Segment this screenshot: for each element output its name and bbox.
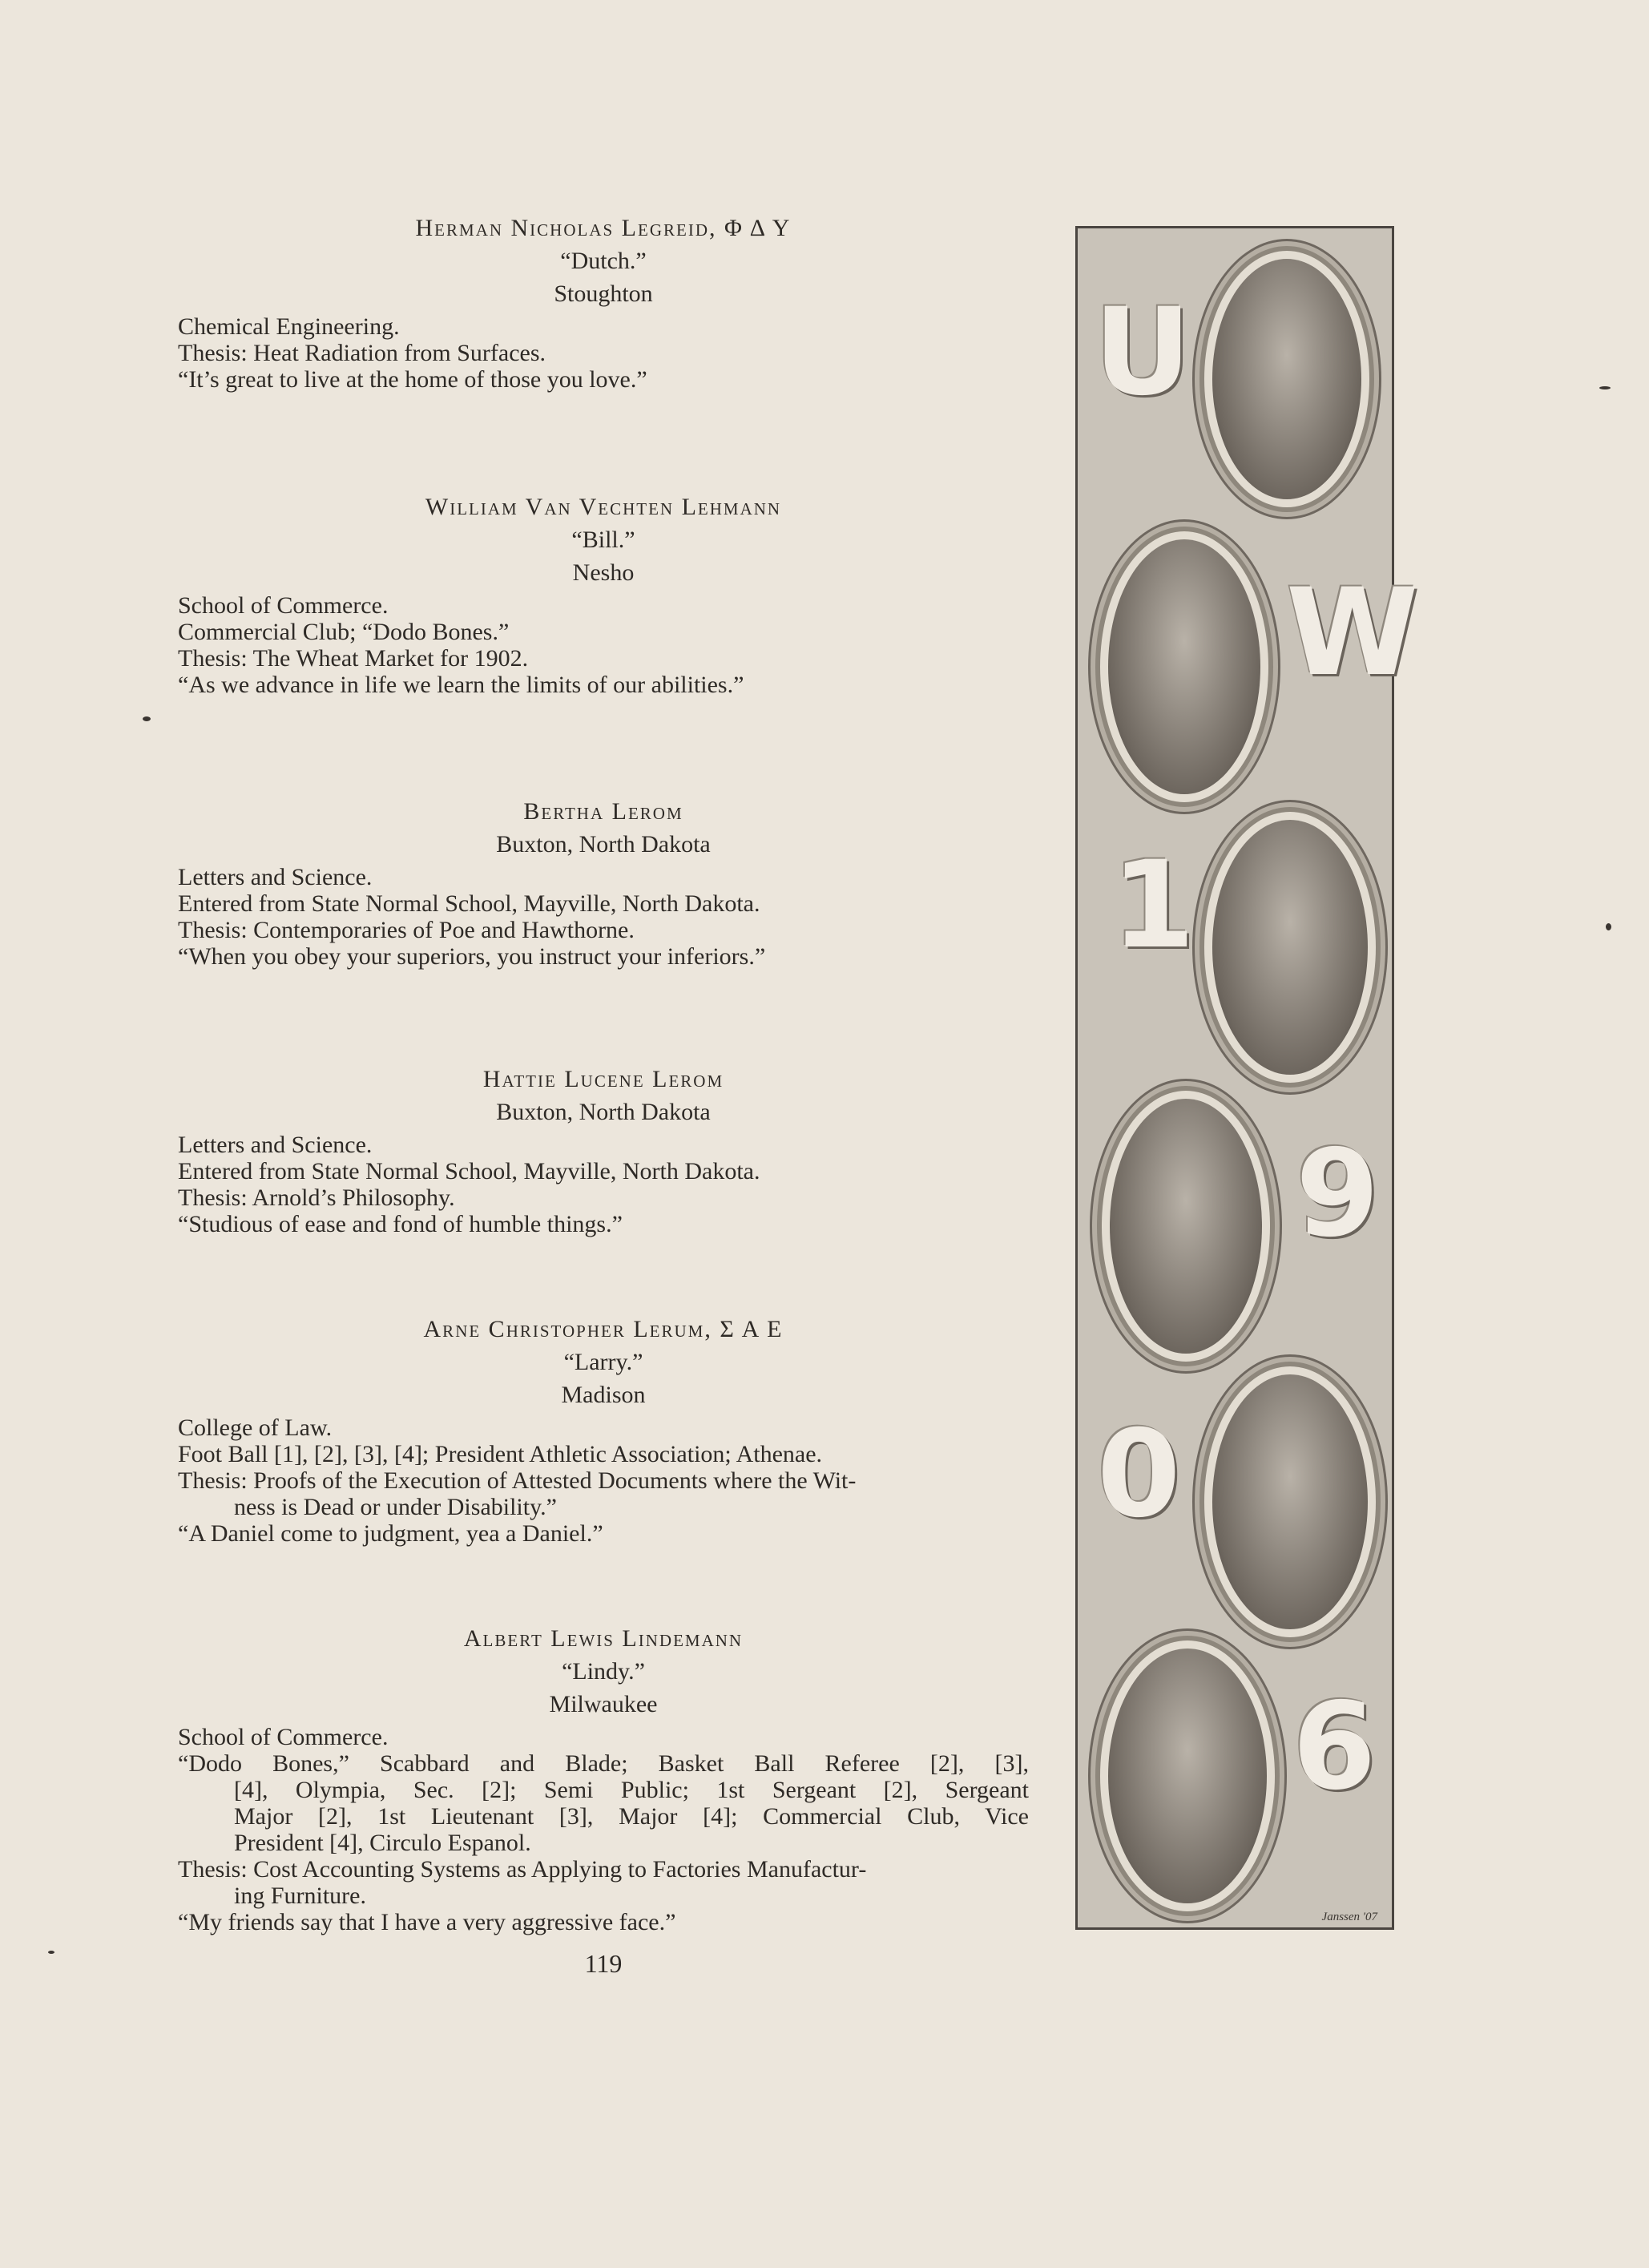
nickname: “Bill.” (571, 527, 635, 553)
bio-line: Thesis: The Wheat Market for 1902. (178, 645, 529, 672)
bio-line: Letters and Science. (178, 864, 373, 890)
bio-line: “As we advance in life we learn the limits of our abilities.” (178, 672, 744, 698)
portrait-photo (1108, 539, 1260, 794)
print-speck (1606, 923, 1611, 930)
bio-line: Thesis: Heat Radiation from Surfaces. (178, 340, 546, 366)
bio-line: Thesis: Contemporaries of Poe and Hawthorne. (178, 917, 635, 943)
nickname: “Larry.” (563, 1349, 643, 1375)
hometown: Nesho (572, 559, 635, 586)
bio-line: Thesis: Cost Accounting Systems as Applying to Factories Manufactur- (178, 1856, 867, 1883)
bio-line: ing Furniture. (234, 1883, 366, 1909)
entry-lehmann (178, 494, 1029, 698)
bio-line: Major [2], 1st Lieutenant [3], Major [4]; Commercial Club, Vice (234, 1803, 1029, 1830)
panel-letter-1: 1 (1111, 836, 1195, 975)
portrait-frame (1097, 1086, 1275, 1366)
bio-line: “My friends say that I have a very aggressive face.” (178, 1909, 676, 1935)
panel-letter-9: 9 (1296, 1124, 1380, 1264)
portrait-photo (1212, 820, 1368, 1075)
bio-line: Thesis: Arnold’s Philosophy. (178, 1184, 455, 1211)
bio-line: [4], Olympia, Sec. [2]; Semi Public; 1st Sergeant [2], Sergeant (234, 1777, 1029, 1803)
bio-line: President [4], Circulo Espanol. (234, 1830, 531, 1856)
bio-line: Thesis: Proofs of the Execution of Attested Documents where the Wit- (178, 1467, 857, 1494)
student-name: Herman Nicholas Legreid, Φ Δ Υ (415, 215, 792, 241)
print-speck (48, 1951, 54, 1954)
bio-line: “A Daniel come to judgment, yea a Daniel.” (178, 1520, 603, 1547)
bio-line: “It’s great to live at the home of those you love.” (178, 366, 647, 393)
portrait-photo (1108, 1649, 1267, 1903)
portrait-frame (1199, 1362, 1381, 1642)
student-name: Bertha Lerom (523, 798, 683, 825)
student-name: William Van Vechten Lehmann (425, 494, 782, 520)
panel-letter-0: 0 (1097, 1405, 1181, 1544)
bio-line: Entered from State Normal School, Mayville, North Dakota. (178, 890, 760, 917)
bio-line: Letters and Science. (178, 1132, 373, 1158)
portrait-panel (1075, 226, 1419, 1930)
bio-line: “Studious of ease and fond of humble things.” (178, 1211, 623, 1237)
entry-lerum (178, 1316, 1029, 1547)
bio-line: Commercial Club; “Dodo Bones.” (178, 619, 510, 645)
bio-line: ness is Dead or under Disability.” (234, 1494, 557, 1520)
bio-line: School of Commerce. (178, 1724, 389, 1750)
hometown: Madison (561, 1382, 646, 1408)
artist-signature: Janssen '07 (1321, 1911, 1377, 1923)
print-speck (143, 716, 151, 721)
hometown: Buxton, North Dakota (496, 1099, 711, 1125)
bio-line: College of Law. (178, 1414, 333, 1441)
print-speck (1599, 386, 1611, 389)
entry-lindemann (178, 1625, 1029, 1935)
portrait-frame (1199, 807, 1381, 1088)
student-name: Albert Lewis Lindemann (463, 1625, 744, 1652)
student-name: Hattie Lucene Lerom (482, 1066, 724, 1092)
hometown: Buxton, North Dakota (496, 831, 711, 858)
portrait-frame (1095, 1636, 1280, 1916)
entry-hattie-lerom (178, 1066, 1029, 1237)
bio-line: Entered from State Normal School, Mayville, North Dakota. (178, 1158, 760, 1184)
bio-line: Chemical Engineering. (178, 313, 400, 340)
bio-line: Foot Ball [1], [2], [3], [4]; President Athletic Association; Athenae. (178, 1441, 823, 1467)
portrait-photo (1110, 1099, 1262, 1354)
portrait-frame (1199, 246, 1374, 512)
hometown: Stoughton (554, 280, 653, 307)
portrait-photo (1212, 259, 1361, 499)
entry-legreid (178, 215, 1029, 393)
student-name: Arne Christopher Lerum, Σ Α Ε (423, 1316, 784, 1342)
panel-letter-u: U (1094, 283, 1191, 422)
panel-letter-6: 6 (1292, 1677, 1377, 1817)
nickname: “Dutch.” (560, 248, 647, 274)
hometown: Milwaukee (549, 1691, 658, 1717)
bio-line: School of Commerce. (178, 592, 389, 619)
portrait-photo (1212, 1374, 1368, 1629)
entry-bertha-lerom (178, 798, 1029, 970)
panel-letter-w: W (1286, 563, 1419, 703)
bio-line: “When you obey your superiors, you instruct your inferiors.” (178, 943, 766, 970)
nickname: “Lindy.” (562, 1658, 645, 1685)
bio-line: “Dodo Bones,” Scabbard and Blade; Basket Ball Referee [2], [3], (178, 1750, 1029, 1777)
portrait-frame (1095, 527, 1273, 807)
page-number: 119 (584, 1949, 623, 1978)
